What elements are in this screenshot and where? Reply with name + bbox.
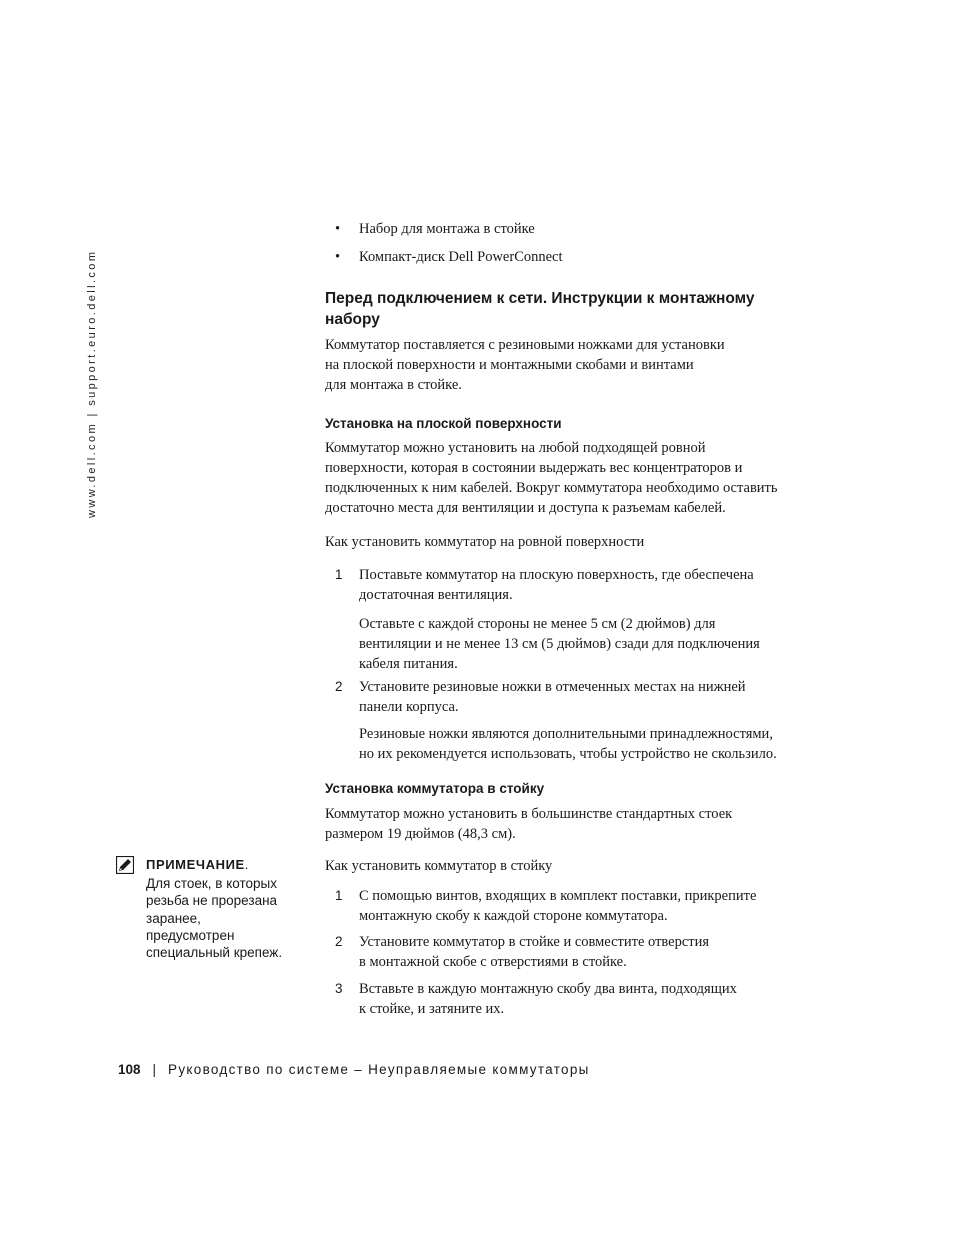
paragraph-line: Коммутатор можно установить на любой подходящей ровной [325,440,706,456]
pencil-note-icon [116,856,134,874]
bullet-text: Набор для монтажа в стойке [359,221,535,237]
step-extra-line: Резиновые ножки являются дополнительными принадлежностями, [359,726,773,742]
step-text-line: Вставьте в каждую монтажную скобу два винта, подходящих [359,981,737,997]
step-item [325,677,825,767]
section-heading-line: Перед подключением к сети. Инструкции к монтажному [325,290,755,307]
step-item [325,979,825,1019]
step-number: 2 [335,934,343,949]
step-number: 1 [335,888,343,903]
page-footer [118,1062,590,1077]
page-number: 108 [118,1062,141,1077]
paragraph-line: поверхности, которая в состоянии выдержать вес концентраторов и [325,460,743,476]
rack-heading: Установка коммутатора в стойку [325,781,545,796]
rack-paragraph [325,804,732,844]
step-text-line: Поставьте коммутатор на плоскую поверхность, где обеспечена [359,567,754,583]
bullet-text: Компакт-диск Dell PowerConnect [359,249,563,265]
note-title-dot: . [244,857,250,872]
paragraph-line: Коммутатор можно установить в большинстве стандартных стоек [325,806,733,822]
sidebar-url: www.dell.com | support.euro.dell.com [86,249,98,518]
step-text-line: монтажную скобу к каждой стороне коммутатора. [359,908,668,924]
note-line: заранее, [146,910,201,926]
paragraph-line: подключенных к ним кабелей. Вокруг коммутатора необходимо оставить [325,480,778,496]
section-heading [325,288,755,330]
step-text-line: в монтажной скобе с отверстиями в стойке. [359,954,627,970]
step-number: 2 [335,679,343,694]
step-item [325,932,825,972]
note-line: специальный крепеж. [146,945,283,961]
step-text-line: панели корпуса. [359,699,459,715]
flat-howto: Как установить коммутатор на ровной поверхности [325,534,645,550]
step-extra-line: но их рекомендуется использовать, чтобы устройство не скользило. [359,746,777,762]
intro-paragraph [325,335,725,395]
paragraph-line: достаточно места для вентиляции и доступа к разъемам кабелей. [325,500,726,516]
bullet-mark: • [335,249,341,265]
paragraph-line: для монтажа в стойке. [325,377,462,393]
footer-title: Руководство по системе – Неуправляемые коммутаторы [168,1062,590,1077]
step-text-line: достаточная вентиляция. [359,587,513,603]
bullet-mark: • [335,221,341,237]
step-extra-line: Оставьте с каждой стороны не менее 5 см (2 дюймов) для [359,616,716,632]
step-extra-line: кабеля питания. [359,656,458,672]
flat-heading: Установка на плоской поверхности [325,416,562,431]
note-title [146,857,249,872]
step-number: 1 [335,567,343,582]
step-text-line: С помощью винтов, входящих в комплект поставки, прикрепите [359,888,757,904]
step-text-line: Установите резиновые ножки в отмеченных местах на нижней [359,679,746,695]
note-line: Для стоек, в которых [146,876,277,891]
paragraph-line: Коммутатор поставляется с резиновыми ножками для установки [325,337,725,353]
flat-paragraph [325,438,778,518]
rack-howto: Как установить коммутатор в стойку [325,858,553,874]
step-number: 3 [335,981,343,996]
bullet-item [325,219,825,239]
section-heading-line: набору [325,311,380,328]
step-text-line: к стойке, и затяните их. [359,1001,505,1017]
footer-separator: | [152,1062,157,1077]
bullet-item [325,247,825,267]
note-line: резьба не прорезана [146,893,278,909]
paragraph-line: на плоской поверхности и монтажными скобами и винтами [325,357,694,373]
step-item [325,886,825,926]
note-line: предусмотрен [146,927,235,943]
note-body [146,875,306,961]
step-text-line: Установите коммутатор в стойке и совместите отверстия [359,934,710,950]
note-title-text: ПРИМЕЧАНИЕ [146,857,245,872]
step-extra-line: вентиляции и не менее 13 см (5 дюймов) сзади для подключения [359,636,760,652]
paragraph-line: размером 19 дюймов (48,3 см). [325,826,516,842]
step-item [325,565,825,675]
